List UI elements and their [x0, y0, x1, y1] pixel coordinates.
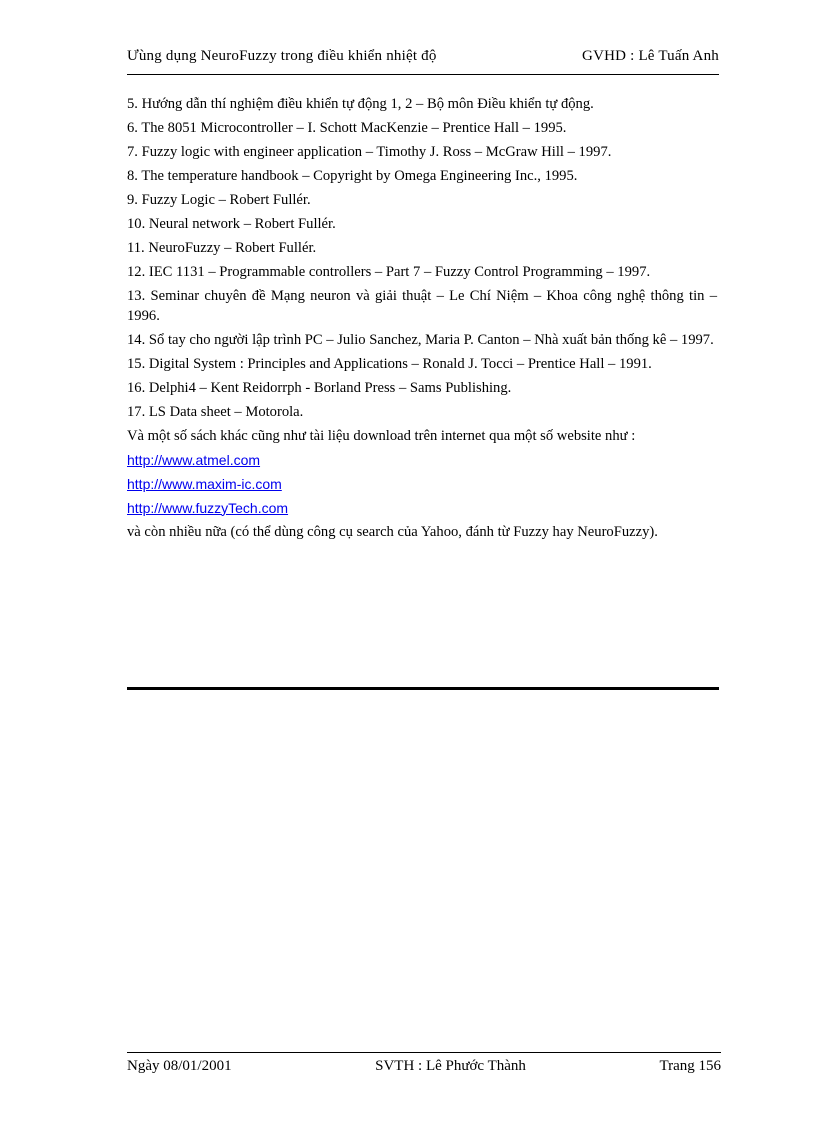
reference-item: 9. Fuzzy Logic – Robert Fullér. [127, 192, 311, 208]
footer-student: SVTH : Lê Phước Thành [375, 1058, 526, 1074]
reference-item: 14. Sổ tay cho người lập trình PC – Julio Sanchez, Maria P. Canton – Nhà xuất bản thống kê – 1997. [127, 331, 714, 348]
reference-item: 15. Digital System : Principles and Applications – Ronald J. Tocci – Prentice Hall – 1991. [127, 355, 652, 372]
reference-item: 10. Neural network – Robert Fullér. [127, 216, 336, 232]
link-maxim[interactable]: http://www.maxim-ic.com [127, 475, 282, 492]
closing-paragraph: và còn nhiều nữa (có thể dùng công cụ search của Yahoo, đánh từ Fuzzy hay NeuroFuzzy). [127, 523, 658, 540]
link-fuzzytech[interactable]: http://www.fuzzyTech.com [127, 499, 289, 516]
section-divider [127, 687, 719, 690]
reference-item: 11. NeuroFuzzy – Robert Fullér. [127, 240, 317, 256]
footer-date: Ngày 08/01/2001 [127, 1058, 232, 1074]
reference-item: 16. Delphi4 – Kent Reidorrph - Borland Press – Sams Publishing. [127, 379, 512, 396]
page-footer [127, 1052, 721, 1075]
reference-item: 6. The 8051 Microcontroller – I. Schott MacKenzie – Prentice Hall – 1995. [127, 120, 567, 136]
document-title: Ưùng dụng NeuroFuzzy trong điều khiển nhiệt độ [127, 48, 437, 64]
link-atmel[interactable]: http://www.atmel.com [127, 451, 261, 468]
reference-item: 5. Hướng dẫn thí nghiệm điều khiển tự động 1, 2 – Bộ môn Điều khiển tự động. [127, 96, 594, 112]
reference-item: 7. Fuzzy logic with engineer application – Timothy J. Ross – McGraw Hill – 1997. [127, 144, 612, 160]
reference-item: 13. Seminar chuyên đề Mạng neuron và giải thuật – Le Chí Niệm – Khoa công nghệ thông tin – 1996. [127, 288, 717, 324]
page-number: Trang 156 [659, 1058, 721, 1074]
reference-item: 17. LS Data sheet – Motorola. [127, 403, 304, 420]
intro-paragraph: Và một số sách khác cũng như tài liệu download trên internet qua một số website như : [127, 427, 636, 444]
page-header [127, 48, 719, 75]
references-body [127, 95, 717, 547]
advisor-name: GVHD : Lê Tuấn Anh [582, 48, 719, 64]
reference-item: 8. The temperature handbook – Copyright by Omega Engineering Inc., 1995. [127, 168, 578, 184]
reference-item: 12. IEC 1131 – Programmable controllers – Part 7 – Fuzzy Control Programming – 1997. [127, 264, 651, 280]
